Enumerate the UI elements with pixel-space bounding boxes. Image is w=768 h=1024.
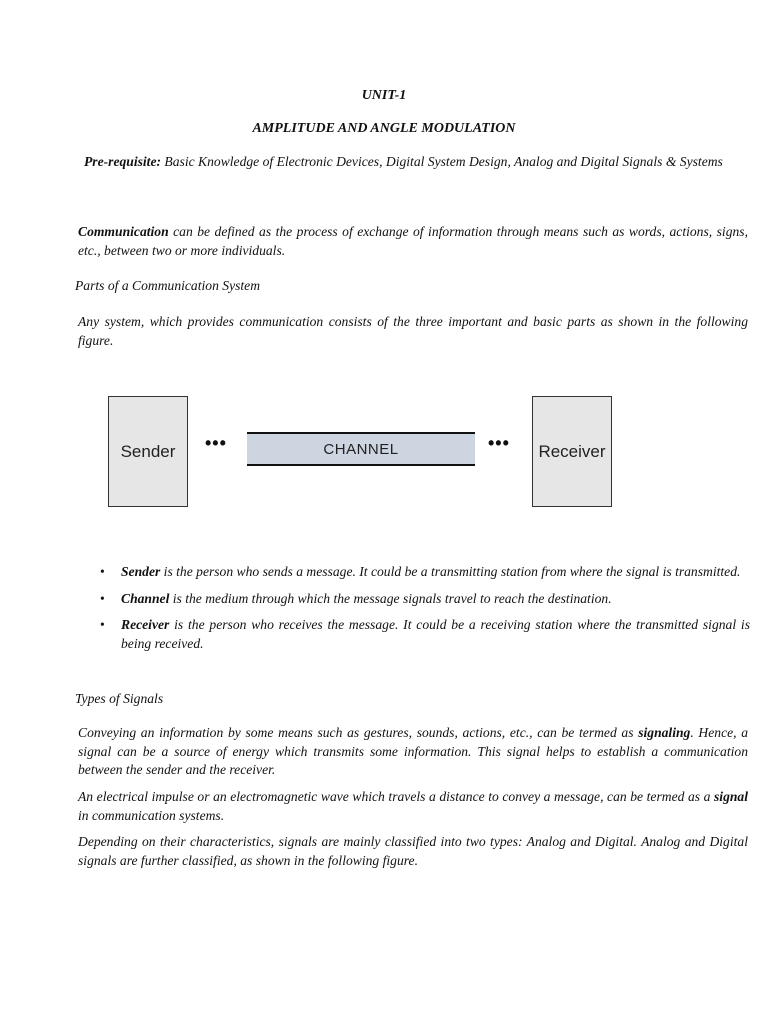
impulse-text-after: in communication systems. xyxy=(78,807,225,823)
sender-box: Sender xyxy=(108,396,188,507)
signal-term: signal xyxy=(714,789,748,804)
prerequisite-paragraph xyxy=(84,153,724,172)
impulse-text-before: An electrical impulse or an electromagnetic wave which travels a distance to convey a message, can be termed as a xyxy=(78,789,714,804)
types-heading: Types of Signals xyxy=(75,691,164,706)
bullet-channel xyxy=(100,590,750,609)
signaling-text-after: . Hence, a signal can be a source of energy which transmits some information. This signal helps to establish a communication between the sender and the receiver. xyxy=(78,725,749,777)
communication-text: can be defined as the process of exchange of information through means such as words, actions, signs, etc., between two or more individuals. xyxy=(78,224,748,258)
prerequisite-label: Pre-requisite: xyxy=(84,154,162,169)
bullet-icon: • xyxy=(100,617,105,632)
bullet-term: Sender xyxy=(121,564,161,579)
bullet-receiver xyxy=(100,616,750,653)
bullet-sender xyxy=(100,563,750,582)
receiver-box: Receiver xyxy=(532,396,612,507)
dots-left: ••• xyxy=(205,433,227,453)
bullet-term: Receiver xyxy=(121,617,170,632)
communication-paragraph xyxy=(78,223,748,260)
signaling-text-before: Conveying an information by some means such as gestures, sounds, actions, etc., can be termed as xyxy=(78,725,639,740)
bullet-text: is the person who sends a message. It could be a transmitting station from where the signal is transmitted. xyxy=(160,564,741,579)
chapter-title: AMPLITUDE AND ANGLE MODULATION xyxy=(252,121,516,136)
unit-heading: UNIT-1 xyxy=(361,88,407,103)
parts-bullet-list xyxy=(100,563,750,661)
bullet-text: is the medium through which the message signals travel to reach the destination. xyxy=(169,590,612,606)
parts-intro-paragraph: Any system, which provides communication consists of the three important and basic parts as shown in the following figure. xyxy=(78,314,748,348)
bullet-icon: • xyxy=(100,590,105,606)
dots-right: ••• xyxy=(488,433,510,453)
signaling-term: signaling xyxy=(638,725,691,740)
communication-system-diagram xyxy=(100,385,620,515)
bullet-text: is the person who receives the message. It could be a receiving station where the transmitted signal is being received. xyxy=(121,617,750,651)
signaling-paragraph xyxy=(78,724,748,780)
bullet-term: Channel xyxy=(121,590,170,606)
parts-heading: Parts of a Communication System xyxy=(75,278,261,293)
bullet-icon: • xyxy=(100,564,105,579)
impulse-paragraph xyxy=(78,788,748,825)
prerequisite-text: Basic Knowledge of Electronic Devices, Digital System Design, Analog and Digital Signals & Systems xyxy=(161,154,723,169)
classification-paragraph: Depending on their characteristics, signals are mainly classified into two types: Analog and Digital. Analog and Digital signals are further classified, as shown in the following figure. xyxy=(78,834,748,868)
channel-bar: CHANNEL xyxy=(247,432,475,466)
communication-term: Communication xyxy=(78,224,169,239)
